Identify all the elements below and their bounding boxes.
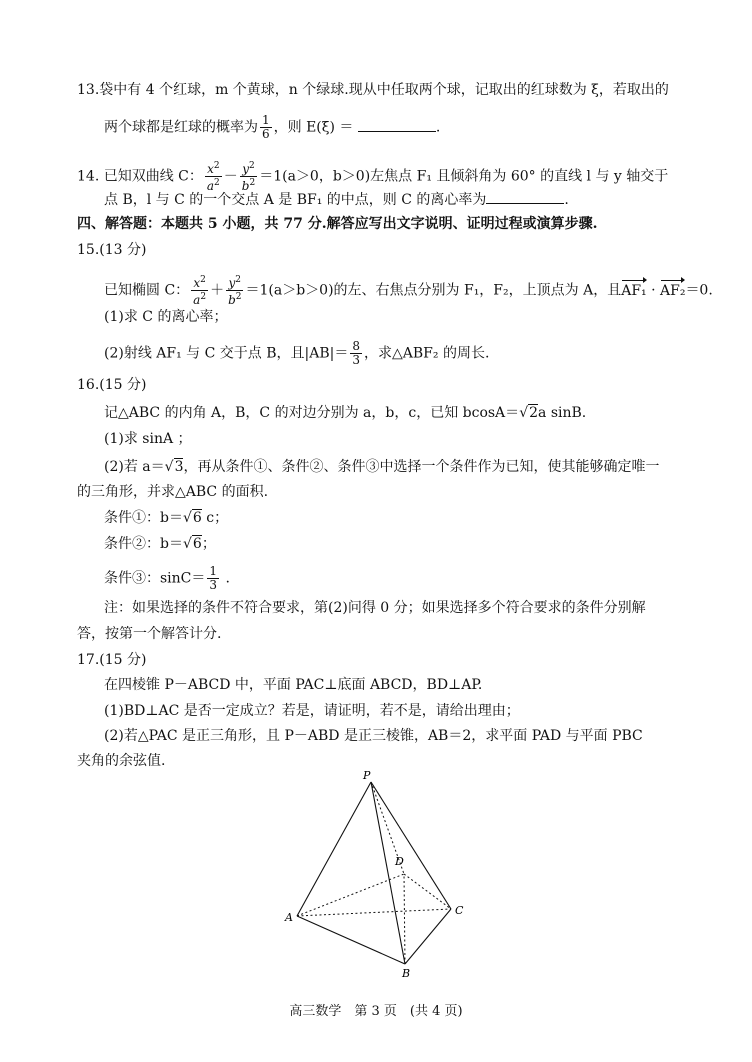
q16-part2-line2: 的三角形，并求△ABC 的面积. [77, 484, 269, 500]
q15-text-c: ＝0. [685, 282, 713, 299]
q13-fraction [260, 114, 272, 141]
q16-cond3-fraction [207, 565, 219, 592]
q15-part2-num: 8 [352, 339, 360, 353]
q14-frac-y: $\frac{y^2}{b^2}$ [241, 161, 256, 193]
q15-part2-den: 3 [352, 353, 360, 367]
q16-condition1: 条件①：b＝√6 c； [104, 510, 229, 526]
q16-cond2-text-a: 条件②：b＝ [104, 536, 183, 552]
q15-text-b: ＝1(a＞b＞0)的左、右焦点分别为 F₁，F₂，上顶点为 A，且 [245, 282, 622, 299]
q16-cond2-radicand: 6 [192, 536, 202, 552]
label-P: P [363, 769, 371, 782]
q14-text-c: 点 B，l 与 C 的一个交点 A 是 BF₁ 的中点，则 C 的离心率为 [104, 192, 487, 208]
section-heading: 四、解答题：本题共 5 小题，共 77 分.解答应写出文字说明、证明过程或演算步骤. [77, 216, 598, 232]
q15-frac-x: $\frac{x^2}{a^2}$ [193, 275, 207, 307]
q16-part1: (1)求 sinA ； [104, 431, 192, 447]
edge-BD [404, 874, 405, 964]
edge-PB [371, 782, 405, 964]
q15-vector-af1: AF₁ [621, 282, 647, 299]
edge-AB [297, 916, 405, 964]
q15-part2-text-a: (2)射线 AF₁ 与 C 交于点 B，且|AB|＝ [104, 345, 349, 362]
q17-part2-line1: (2)若△PAC 是正三角形，且 P－ABD 是正三棱锥，AB＝2，求平面 PAD 与平面 PBC [104, 728, 643, 744]
q15-head: 15.(13 分) [77, 242, 147, 258]
q16-cond1-text-a: 条件①：b＝ [104, 510, 183, 526]
q16-part2-line1: (2)若 a＝√3，再从条件①、条件②、条件③中选择一个条件作为已知，使其能够确定唯一 [104, 459, 660, 475]
q16-radicand: 2 [529, 405, 539, 421]
q16-part2-text-a: (2)若 a＝ [104, 459, 165, 475]
q16-cond3-text-a: 条件③：sinC＝ [104, 570, 206, 587]
edge-PC [371, 782, 451, 909]
q16-note-line1: 注：如果选择的条件不符合要求，第(2)问得 0 分；如果选择多个符合要求的条件分别解 [104, 600, 646, 616]
label-C: C [455, 904, 464, 917]
q16-line1: 记△ABC 的内角 A，B，C 的对边分别为 a，b，c，已知 bcosA＝√2a sinB. [104, 405, 587, 421]
q16-part2-radicand: 3 [174, 459, 184, 475]
q16-head: 16.(15 分) [77, 377, 147, 393]
q16-cond3-den: 3 [209, 578, 218, 592]
page-footer: 高三数学 第 3 页 (共 4 页) [289, 1004, 463, 1019]
q16-condition3 [104, 565, 230, 592]
label-D: D [395, 855, 404, 868]
q13-frac-den: 6 [262, 127, 270, 141]
q16-condition2: 条件②：b＝√6； [104, 536, 216, 552]
edge-PA [297, 782, 371, 916]
q15-dot: · [646, 282, 660, 299]
q16-cond3-text-b: . [221, 570, 230, 587]
q15-text-a: 已知椭圆 C： [104, 282, 190, 299]
edge-AC [297, 909, 451, 916]
q15-part2-text-b: ，求△ABF₂ 的周长. [364, 345, 490, 362]
q17-line1: 在四棱锥 P－ABCD 中，平面 PAC⊥底面 ABCD，BD⊥AP. [104, 677, 483, 693]
edge-AD [297, 874, 404, 916]
q16-text-b: a sinB. [538, 405, 587, 421]
q15-frac-y: $\frac{y^2}{b^2}$ [228, 275, 242, 307]
q16-text-a: 记△ABC 的内角 A，B，C 的对边分别为 a，b，c，已知 bcosA＝ [104, 405, 520, 421]
q15-line1: 已知椭圆 C： $\frac{x^2}{a^2}$ ＋ $\frac{y^2}{b^2}$ ＝1(a＞b＞0)的左、右焦点分别为 F₁，F₂，上顶点为 A，且AF₁ · AF₂＝0. [104, 275, 713, 307]
q13-text-a: 两个球都是红球的概率为 [104, 119, 258, 136]
q14-text-a: 14. 已知双曲线 C： [77, 168, 203, 185]
q16-part2-text-b: ，再从条件①、条件②、条件③中选择一个条件作为已知，使其能够确定唯一 [183, 459, 660, 475]
q13-answer-blank[interactable] [358, 119, 436, 132]
q16-cond1-text-b: c； [201, 510, 229, 526]
q13-line2: 两个球都是红球的概率为 $\frac{1}{6}$ ，则 E(ξ) ＝ . [104, 113, 441, 141]
q16-cond2-text-b: ； [201, 536, 216, 552]
edge-PD [371, 782, 404, 874]
q15-vector-af2: AF₂ [660, 282, 686, 299]
q16-note-line2: 答，按第一个解答计分. [77, 626, 222, 642]
q14-line1: 14. 已知双曲线 C： $\frac{x^2}{a^2}$ － $\frac{y^2}{b^2}$ ＝1(a＞0，b＞0)左焦点 F₁ 且倾斜角为 60° 的直线 l 与 y 轴交于 [77, 161, 669, 193]
q14-answer-blank[interactable] [486, 191, 564, 204]
q14-text-b: ＝1(a＞0，b＞0)左焦点 F₁ 且倾斜角为 60° 的直线 l 与 y 轴交于 [259, 168, 669, 185]
edge-BC [405, 909, 451, 964]
q14-line2: 点 B，l 与 C 的一个交点 A 是 BF₁ 的中点，则 C 的离心率为 . [104, 192, 569, 208]
q14-frac-x: $\frac{x^2}{a^2}$ [206, 161, 220, 193]
q17-part1: (1)BD⊥AC 是否一定成立？若是，请证明，若不是，请给出理由； [104, 703, 520, 719]
q15-part2-fraction [350, 340, 362, 367]
q15-part1: (1)求 C 的离心率； [104, 309, 228, 325]
q15-part2 [104, 340, 489, 367]
edge-DC [404, 874, 451, 909]
label-A: A [285, 911, 293, 924]
q13-text-b: ，则 E(ξ) ＝ [273, 119, 354, 136]
q13-line1: 13.袋中有 4 个红球，m 个黄球，n 个绿球.现从中任取两个球，记取出的红球数为 ξ，若取出的 [77, 82, 669, 98]
q13-frac-num: 1 [262, 113, 270, 127]
label-B: B [402, 967, 411, 980]
q17-head: 17.(15 分) [77, 652, 147, 668]
q16-cond3-num: 1 [209, 564, 218, 578]
q17-part2-line2: 夹角的余弦值. [77, 753, 166, 769]
q16-cond1-radicand: 6 [192, 510, 202, 526]
